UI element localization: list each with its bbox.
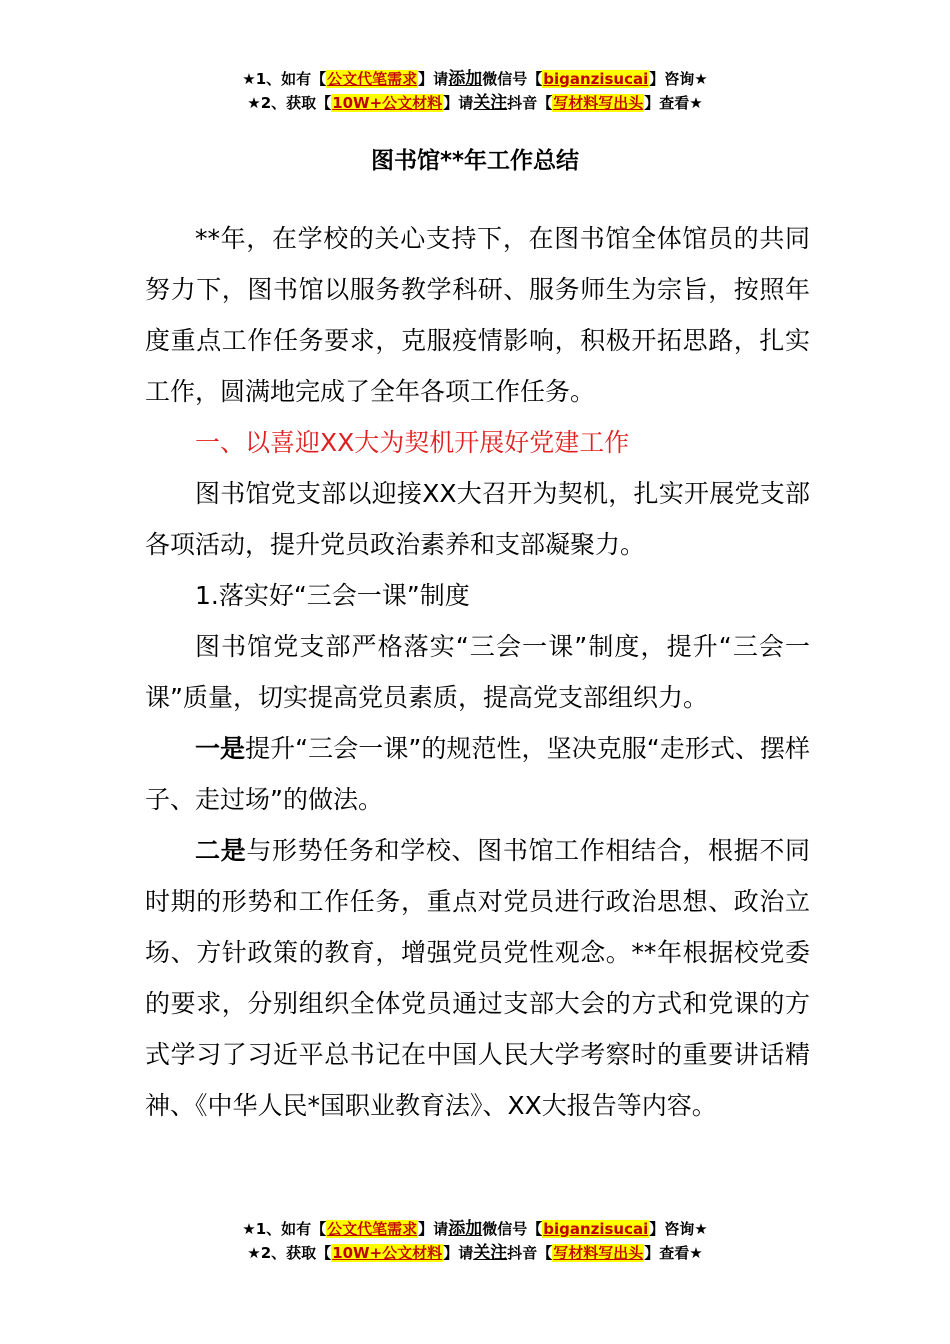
highlight-wechat-id: biganzisucai	[543, 70, 649, 88]
document-body	[145, 213, 810, 1131]
notice-line-2	[0, 91, 950, 115]
point-text: 提升“三会一课”的规范性，坚决克服“走形式、摆样子、走过场”的做法。	[145, 734, 810, 814]
notice-line-2	[0, 1241, 950, 1265]
highlight-douyin-account: 写材料写出头	[553, 1244, 644, 1262]
footer-notice	[0, 1217, 950, 1265]
section-heading: 一、以喜迎XX大为契机开展好党建工作	[195, 428, 630, 457]
notice-text: 抖音【	[507, 94, 553, 112]
emphasis-add: 添加	[448, 1219, 483, 1239]
notice-text: ★2、获取【	[247, 94, 332, 112]
notice-text: 】查看★	[644, 94, 703, 112]
emphasis-add: 添加	[448, 69, 483, 89]
point-lead: 一是	[195, 734, 246, 763]
point-paragraph-2	[145, 825, 810, 1131]
subsection-heading: 1.落实好“三会一课”制度	[195, 581, 470, 610]
notice-text: 】请	[443, 94, 474, 112]
point-paragraph-1	[145, 723, 810, 825]
point-text: 与形势任务和学校、图书馆工作相结合，根据不同时期的形势和工作任务，重点对党员进行政治思想、政治立场、方针政策的教育，增强党员党性观念。**年根据校党委的要求，分别组织全体党员通过支部大会的方式和党课的方式学习了习近平总书记在中国人民大学考察时的重要讲话精神、《中华人民*国职业教育法》、XX大报告等内容。	[145, 836, 810, 1120]
notice-text: ★1、如有【	[242, 70, 327, 88]
notice-text: 抖音【	[507, 1244, 553, 1262]
notice-text: ★2、获取【	[247, 1244, 332, 1262]
section-paragraph: 图书馆党支部以迎接XX大召开为契机，扎实开展党支部各项活动，提升党员政治素养和支部凝聚力。	[145, 479, 810, 559]
document-title: 图书馆**年工作总结	[370, 148, 580, 174]
highlight-douyin-account: 写材料写出头	[553, 94, 644, 112]
notice-text: ★1、如有【	[242, 1220, 327, 1238]
notice-line-1	[0, 67, 950, 91]
notice-text: 】查看★	[644, 1244, 703, 1262]
notice-text: 】请	[443, 1244, 474, 1262]
notice-text: 微信号【	[482, 1220, 543, 1238]
header-notice	[0, 67, 950, 115]
notice-text: 】咨询★	[649, 70, 708, 88]
emphasis-follow: 关注	[473, 1243, 508, 1263]
highlight-service: 公文代笔需求	[327, 70, 418, 88]
highlight-materials: 10W+公文材料	[332, 94, 443, 112]
notice-line-1	[0, 1217, 950, 1241]
body-paragraph: 图书馆党支部严格落实“三会一课”制度，提升“三会一课”质量，切实提高党员素质，提高党支部组织力。	[145, 632, 810, 712]
notice-text: 微信号【	[482, 70, 543, 88]
emphasis-follow: 关注	[473, 93, 508, 113]
point-lead: 二是	[195, 836, 247, 865]
highlight-materials: 10W+公文材料	[332, 1244, 443, 1262]
highlight-wechat-id: biganzisucai	[543, 1220, 649, 1238]
notice-text: 】咨询★	[649, 1220, 708, 1238]
highlight-service: 公文代笔需求	[327, 1220, 418, 1238]
notice-text: 】请	[418, 1220, 449, 1238]
notice-text: 】请	[418, 70, 449, 88]
intro-paragraph: **年，在学校的关心支持下，在图书馆全体馆员的共同努力下，图书馆以服务教学科研、服务师生为宗旨，按照年度重点工作任务要求，克服疫情影响，积极开拓思路，扎实工作，圆满地完成了全年各项工作任务。	[145, 224, 810, 406]
